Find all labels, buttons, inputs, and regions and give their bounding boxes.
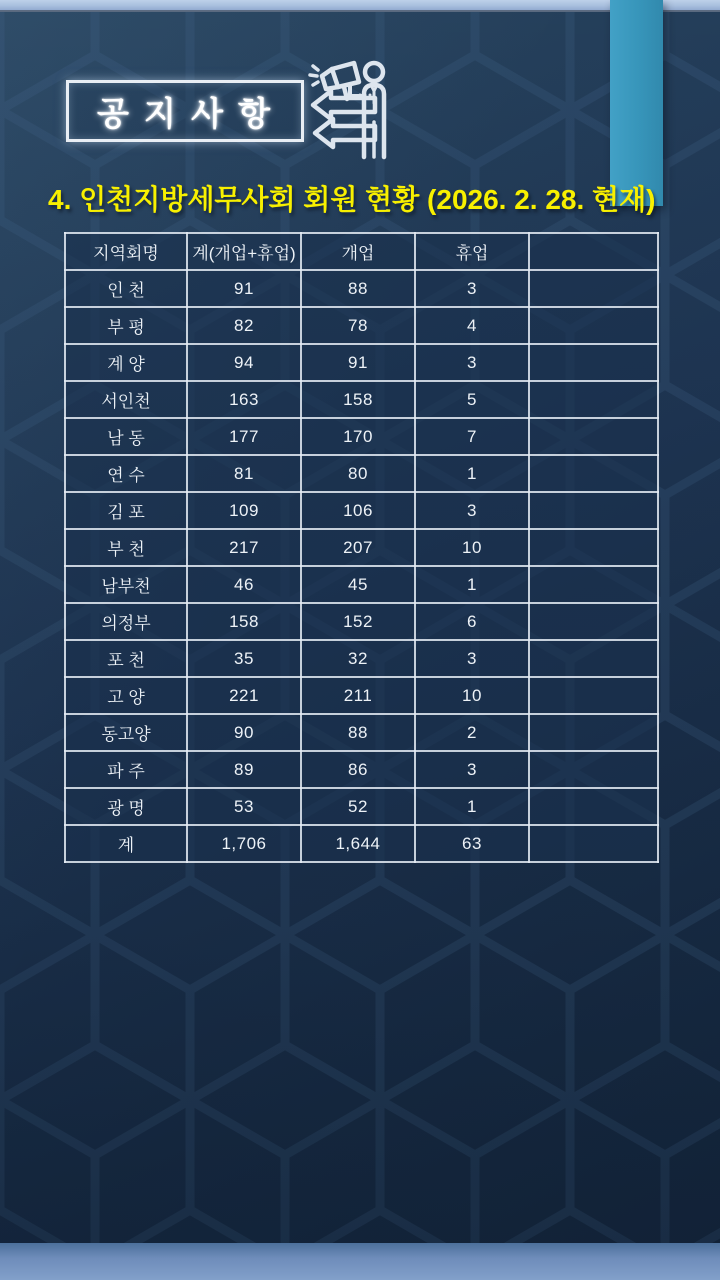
table-row <box>65 492 658 529</box>
region-cell: 광 명 <box>65 788 187 825</box>
members-table <box>64 232 659 863</box>
total-cell: 90 <box>187 714 301 751</box>
empty-cell <box>529 603 658 640</box>
notice-header-box <box>66 80 304 142</box>
table-row <box>65 455 658 492</box>
open-cell: 88 <box>301 270 415 307</box>
region-cell: 부 천 <box>65 529 187 566</box>
empty-cell <box>529 825 658 862</box>
empty-cell <box>529 640 658 677</box>
empty-cell <box>529 418 658 455</box>
region-cell: 김 포 <box>65 492 187 529</box>
region-cell: 파 주 <box>65 751 187 788</box>
open-cell: 86 <box>301 751 415 788</box>
closed-cell: 1 <box>415 455 529 492</box>
closed-cell: 5 <box>415 381 529 418</box>
table-row-total <box>65 825 658 862</box>
table-row <box>65 381 658 418</box>
closed-cell: 3 <box>415 492 529 529</box>
region-cell: 계 양 <box>65 344 187 381</box>
closed-cell: 3 <box>415 640 529 677</box>
region-cell: 의정부 <box>65 603 187 640</box>
region-cell: 인 천 <box>65 270 187 307</box>
region-cell: 서인천 <box>65 381 187 418</box>
closed-cell: 1 <box>415 566 529 603</box>
open-cell: 207 <box>301 529 415 566</box>
table-row <box>65 270 658 307</box>
megaphone-signpost-person-icon <box>301 56 401 167</box>
table-row <box>65 529 658 566</box>
closed-cell: 63 <box>415 825 529 862</box>
closed-cell: 4 <box>415 307 529 344</box>
empty-cell <box>529 381 658 418</box>
total-cell: 89 <box>187 751 301 788</box>
total-cell: 53 <box>187 788 301 825</box>
region-cell: 동고양 <box>65 714 187 751</box>
total-cell: 221 <box>187 677 301 714</box>
empty-cell <box>529 344 658 381</box>
closed-cell: 10 <box>415 677 529 714</box>
closed-cell: 3 <box>415 344 529 381</box>
closed-cell: 7 <box>415 418 529 455</box>
col-header-region: 지역회명 <box>65 233 187 270</box>
empty-cell <box>529 751 658 788</box>
open-cell: 32 <box>301 640 415 677</box>
total-cell: 82 <box>187 307 301 344</box>
region-cell: 포 천 <box>65 640 187 677</box>
col-header-open: 개업 <box>301 233 415 270</box>
table-row <box>65 788 658 825</box>
accent-bar <box>610 0 663 206</box>
empty-cell <box>529 714 658 751</box>
region-cell: 연 수 <box>65 455 187 492</box>
total-cell: 91 <box>187 270 301 307</box>
total-cell: 217 <box>187 529 301 566</box>
table-row <box>65 677 658 714</box>
open-cell: 88 <box>301 714 415 751</box>
total-cell: 46 <box>187 566 301 603</box>
total-cell: 1,706 <box>187 825 301 862</box>
total-cell: 163 <box>187 381 301 418</box>
open-cell: 52 <box>301 788 415 825</box>
open-cell: 78 <box>301 307 415 344</box>
col-header-closed: 휴업 <box>415 233 529 270</box>
empty-cell <box>529 677 658 714</box>
table-row <box>65 640 658 677</box>
table-row <box>65 603 658 640</box>
open-cell: 1,644 <box>301 825 415 862</box>
table-header-row <box>65 233 658 270</box>
notice-header-label: 공 지 사 항 <box>96 94 274 132</box>
total-cell: 81 <box>187 455 301 492</box>
total-cell: 94 <box>187 344 301 381</box>
total-cell: 177 <box>187 418 301 455</box>
empty-cell <box>529 455 658 492</box>
region-cell: 남부천 <box>65 566 187 603</box>
table-row <box>65 307 658 344</box>
empty-cell <box>529 270 658 307</box>
total-cell: 35 <box>187 640 301 677</box>
closed-cell: 1 <box>415 788 529 825</box>
table-row <box>65 751 658 788</box>
total-cell: 109 <box>187 492 301 529</box>
closed-cell: 2 <box>415 714 529 751</box>
open-cell: 91 <box>301 344 415 381</box>
open-cell: 45 <box>301 566 415 603</box>
empty-cell <box>529 529 658 566</box>
empty-cell <box>529 492 658 529</box>
region-cell: 남 동 <box>65 418 187 455</box>
closed-cell: 3 <box>415 270 529 307</box>
empty-cell <box>529 788 658 825</box>
region-cell: 고 양 <box>65 677 187 714</box>
table-row <box>65 344 658 381</box>
table-row <box>65 566 658 603</box>
open-cell: 80 <box>301 455 415 492</box>
empty-cell <box>529 307 658 344</box>
open-cell: 152 <box>301 603 415 640</box>
closed-cell: 6 <box>415 603 529 640</box>
empty-cell <box>529 566 658 603</box>
col-header-empty <box>529 233 658 270</box>
open-cell: 170 <box>301 418 415 455</box>
region-cell: 계 <box>65 825 187 862</box>
open-cell: 211 <box>301 677 415 714</box>
bottom-bar <box>0 1243 720 1280</box>
open-cell: 106 <box>301 492 415 529</box>
total-cell: 158 <box>187 603 301 640</box>
page-title: 4. 인천지방세무사회 회원 현황 (2026. 2. 28. 현재) <box>48 184 656 215</box>
col-header-total: 계(개업+휴업) <box>187 233 301 270</box>
open-cell: 158 <box>301 381 415 418</box>
closed-cell: 3 <box>415 751 529 788</box>
region-cell: 부 평 <box>65 307 187 344</box>
table-row <box>65 714 658 751</box>
table-row <box>65 418 658 455</box>
closed-cell: 10 <box>415 529 529 566</box>
